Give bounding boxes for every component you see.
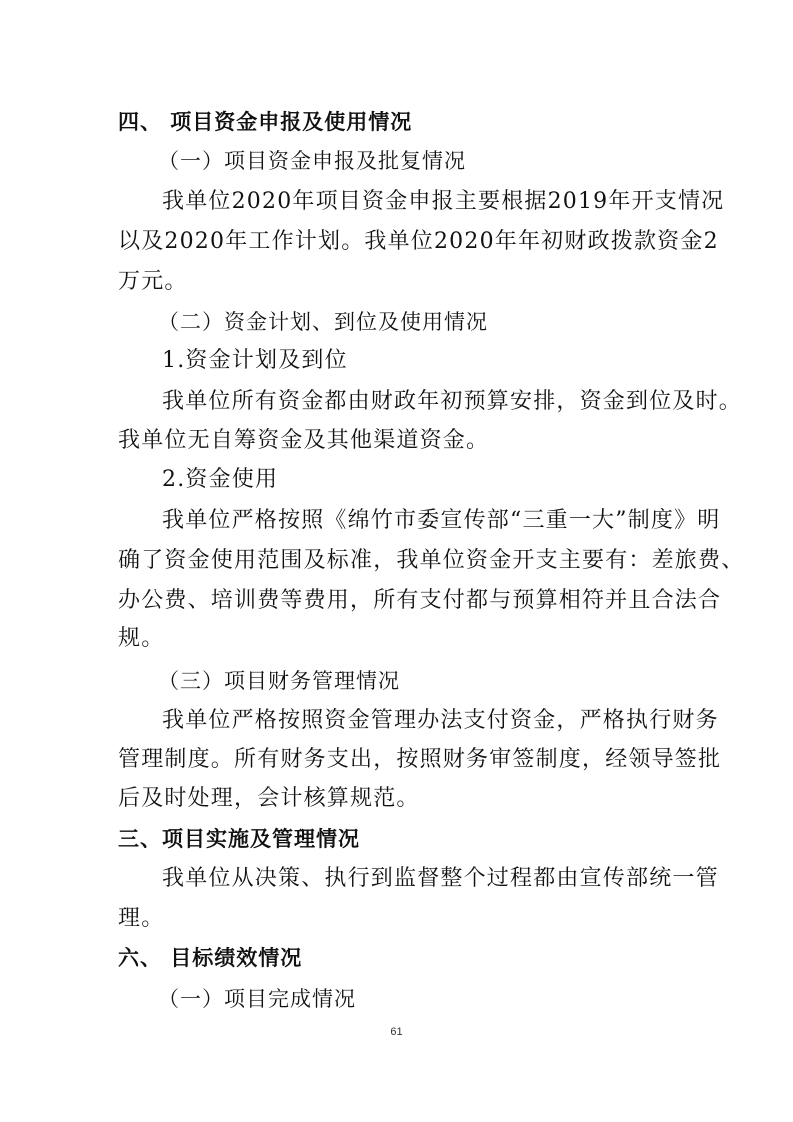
paragraph-line: 确了资金使用范围及标准，我单位资金开支主要有：差旅费、 xyxy=(118,548,745,573)
paragraph-line: 我单位所有资金都由财政年初预算安排，资金到位及时。 xyxy=(162,389,743,414)
section-heading: 四、 项目资金申报及使用情况 xyxy=(118,110,413,134)
section-heading: 六、 目标绩效情况 xyxy=(118,946,303,970)
paragraph-line: 我单位2020年项目资金申报主要根据2019年开支情况 xyxy=(162,189,725,214)
paragraph-line: 管理制度。所有财务支出，按照财务审签制度，经领导签批 xyxy=(118,747,722,772)
section-heading: 三、项目实施及管理情况 xyxy=(118,827,360,851)
paragraph-line: 规。 xyxy=(118,626,165,651)
paragraph-line: 理。 xyxy=(118,906,165,931)
subsection-heading: （三）项目财务管理情况 xyxy=(158,669,400,693)
paragraph-line: 我单位从决策、执行到监督整个过程都由宣传部统一管 xyxy=(162,866,719,891)
item-heading: 2.资金使用 xyxy=(162,467,279,492)
paragraph-line: 后及时处理，会计核算规范。 xyxy=(118,786,420,811)
paragraph-line: 我单位无自筹资金及其他渠道资金。 xyxy=(118,428,490,453)
subsection-heading: （二）资金计划、到位及使用情况 xyxy=(158,310,488,334)
paragraph-line: 我单位严格按照资金管理办法支付资金，严格执行财务 xyxy=(162,708,719,733)
paragraph-line: 万元。 xyxy=(118,269,188,294)
paragraph-line: 办公费、培训费等费用，所有支付都与预算相符并且合法合 xyxy=(118,588,722,613)
subsection-heading: （一）项目资金申报及批复情况 xyxy=(158,149,466,173)
paragraph-line: 以及2020年工作计划。我单位2020年年初财政拨款资金2 xyxy=(118,229,719,254)
item-heading: 1.资金计划及到位 xyxy=(162,348,348,373)
page-number: 61 xyxy=(390,1026,403,1038)
paragraph-line: 我单位严格按照《绵竹市委宣传部“三重一大”制度》明 xyxy=(162,508,721,533)
subsection-heading: （一）项目完成情况 xyxy=(158,987,356,1011)
